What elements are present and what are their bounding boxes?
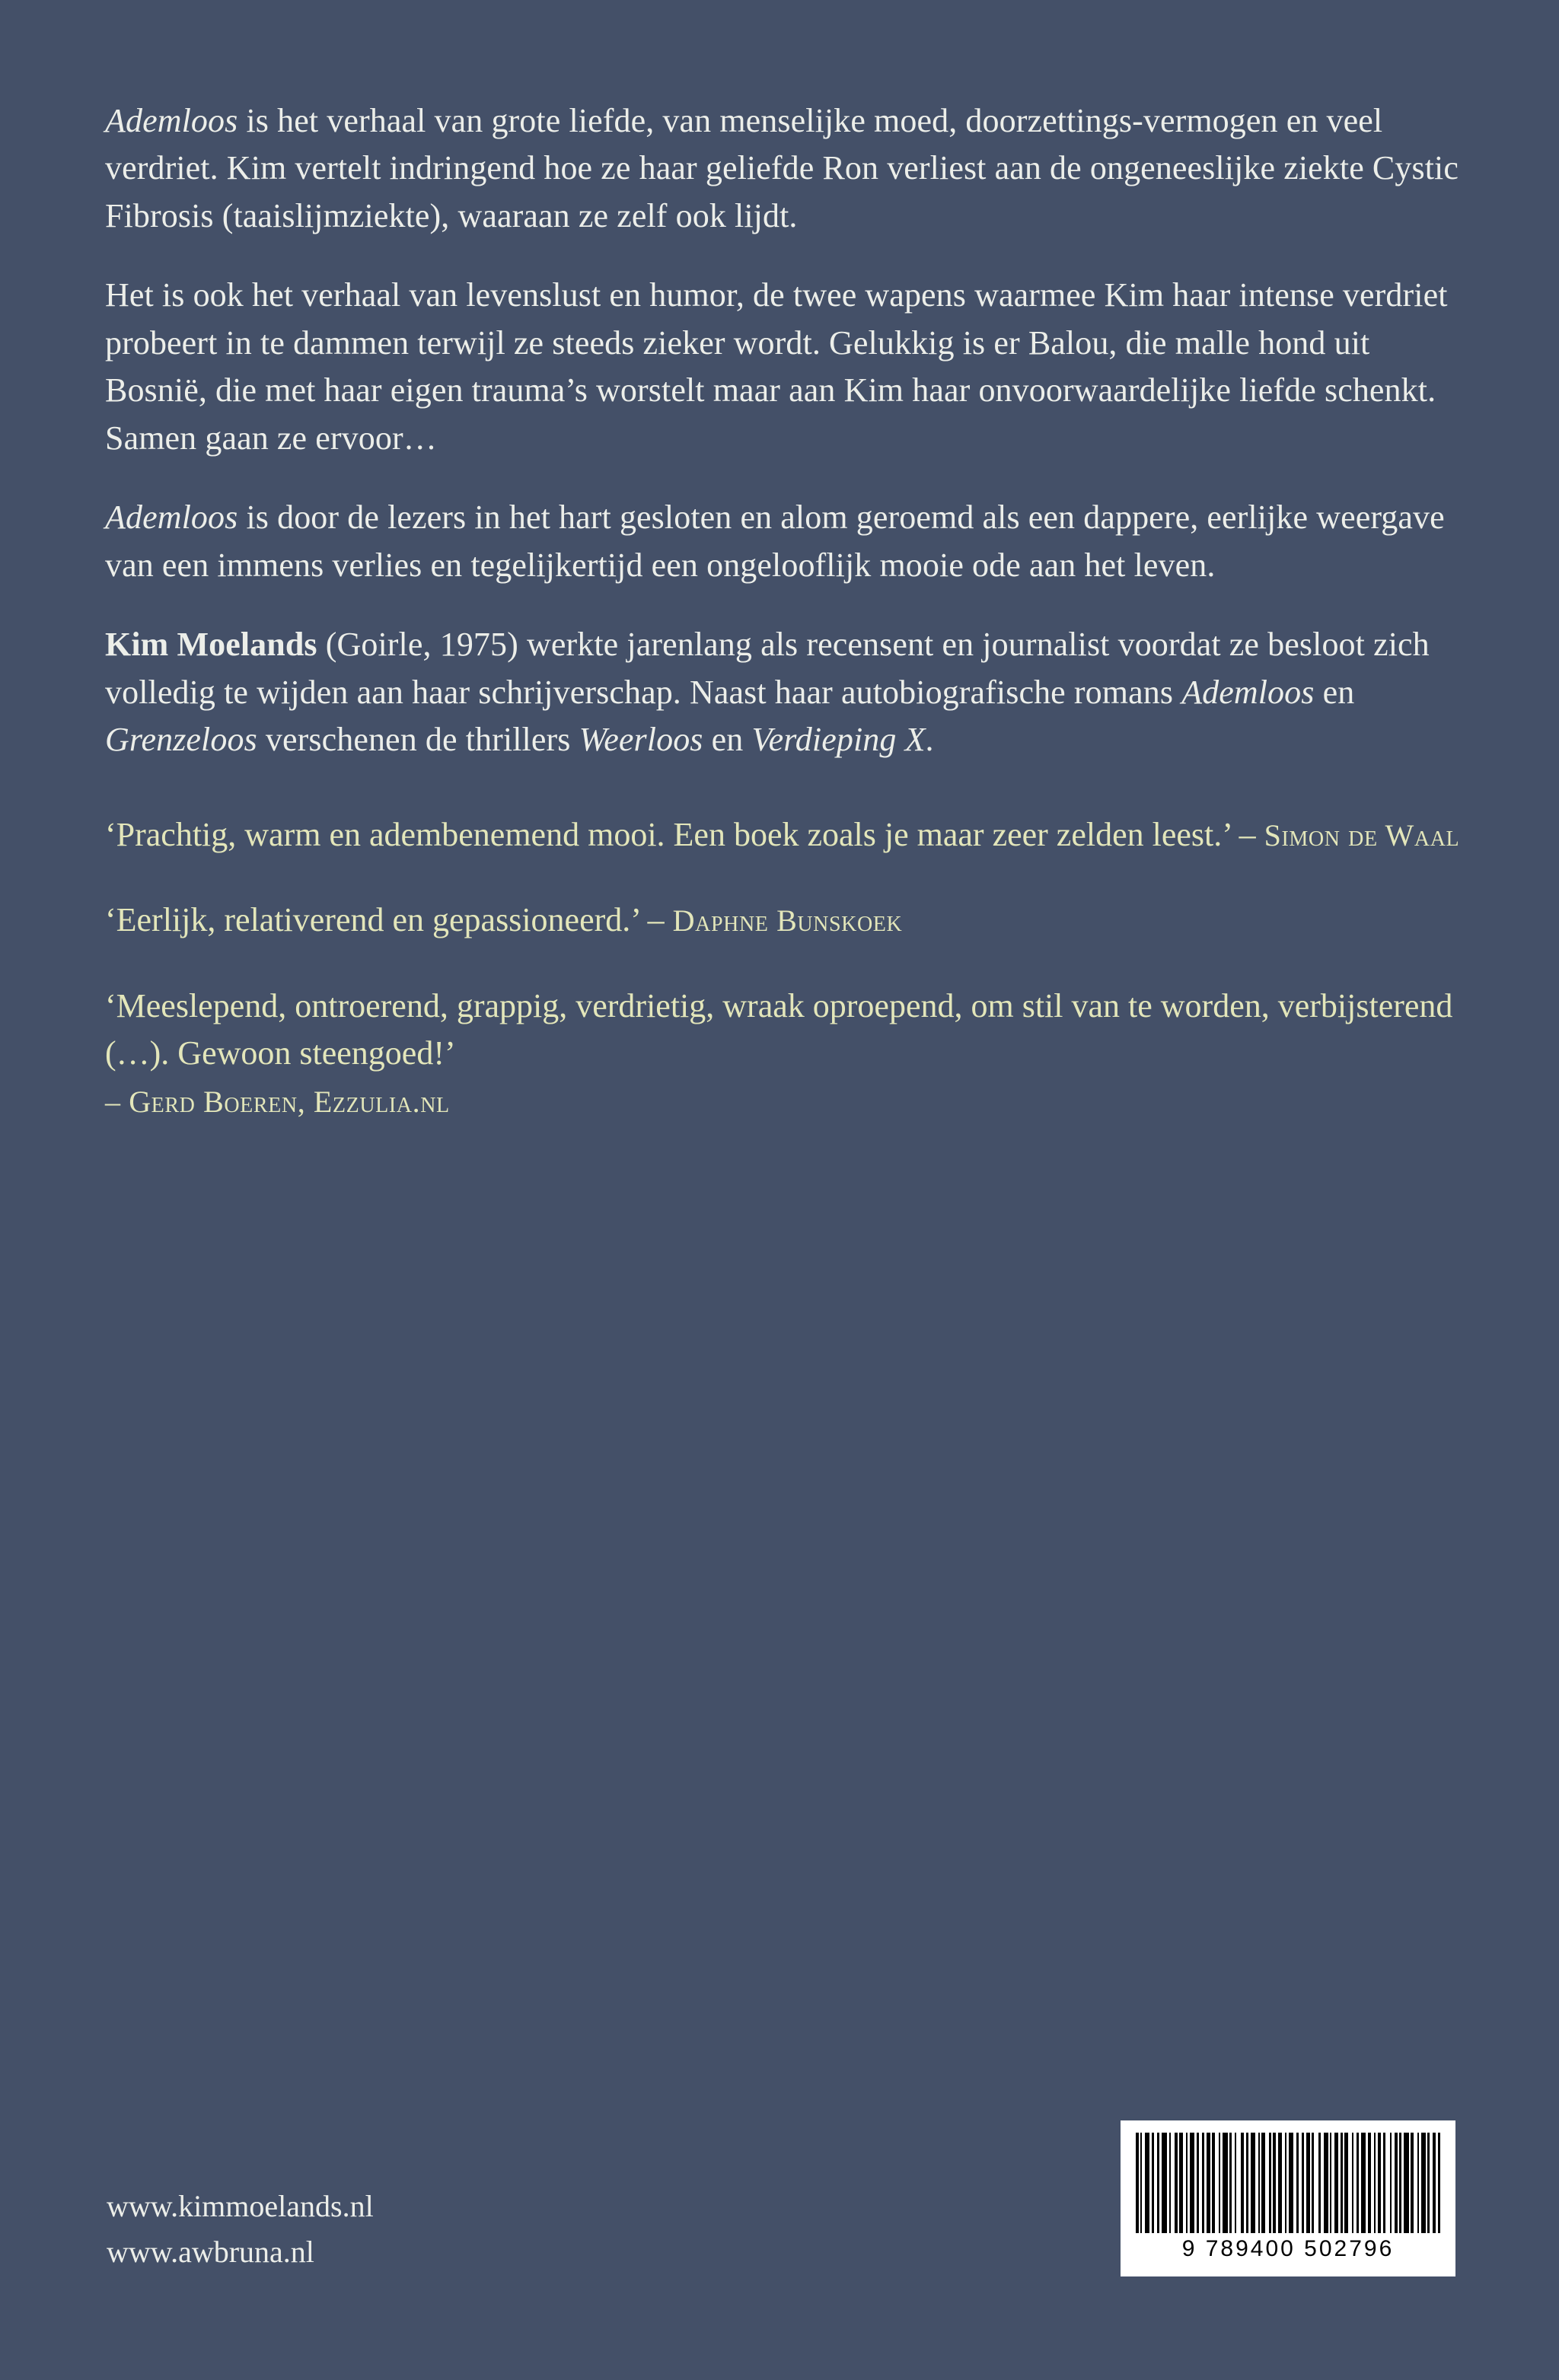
author-bio xyxy=(105,621,1468,763)
author-birth: (Goirle, 1975) xyxy=(317,626,518,664)
related-title-weerloos: Weerloos xyxy=(579,721,703,759)
book-title-mention-2: Ademloos xyxy=(105,499,238,537)
blurb-paragraph-3 xyxy=(105,494,1468,589)
barcode-number: 9 789400 502796 xyxy=(1181,2236,1395,2261)
blurb-paragraph-2: Het is ook het verhaal van levenslust en humor, de twee wapens waarmee Kim haar intense verdriet probeert in te dammen terwijl ze steeds zieker wordt. Gelukkig is er Balou, die malle hond uit Bosnië, die met haar eigen trauma’s worstelt maar aan Kim haar onvoorwaardelijke liefde schenkt. Samen gaan ze ervoor… xyxy=(105,276,1448,457)
related-title-verdieping-x: Verdieping X xyxy=(751,721,926,759)
author-conjunction-2: en xyxy=(703,721,752,759)
author-name: Kim Moelands xyxy=(105,626,317,664)
related-title-grenzeloos: Grenzeloos xyxy=(105,721,257,759)
blurb-paragraph-1 xyxy=(105,97,1468,240)
review-quotes xyxy=(105,811,1468,1125)
review-quote-2-text: ‘Eerlijk, relativerend en gepassioneerd.’ – xyxy=(105,901,673,939)
barcode-bars xyxy=(1136,2133,1440,2233)
barcode xyxy=(1121,2120,1455,2276)
review-quote-2-source: Daphne Bunskoek xyxy=(672,903,903,938)
author-website-url[interactable]: www.kimmoelands.nl xyxy=(107,2189,374,2223)
book-title-mention: Ademloos xyxy=(105,102,238,139)
author-bio-text-b: verschenen de thrillers xyxy=(257,721,579,759)
review-quote-1 xyxy=(105,811,1468,859)
author-bio-end: . xyxy=(925,721,934,759)
review-quote-2 xyxy=(105,897,1468,944)
review-quote-1-source: Simon de Waal xyxy=(1264,817,1460,852)
blurb-paragraph-1-text: is het verhaal van grote liefde, van menselijke moed, doorzettings-vermogen en veel verdriet. Kim vertelt indringend hoe ze haar geliefde Ron verliest aan de ongeneeslijke ziekte Cystic Fibrosis (taaislijmziekte), waaraan ze zelf ook lijdt. xyxy=(105,102,1459,234)
cover-text-block xyxy=(105,97,1468,1163)
author-bio-text-a: werkte jarenlang als recensent en journalist voordat ze besloot zich volledig te wijden aan haar schrijverschap. Naast haar autobiografische romans xyxy=(105,626,1430,711)
review-quote-1-text: ‘Prachtig, warm en adembenemend mooi. Een boek zoals je maar zeer zelden leest.’ – xyxy=(105,815,1264,853)
blurb-paragraph-3-text: is door de lezers in het hart gesloten en alom geroemd als een dappere, eerlijke weergave van een immens verlies en tegelijkertijd een ongelooflijk mooie ode aan het leven. xyxy=(105,499,1445,584)
review-quote-3-text: ‘Meeslepend, ontroerend, grappig, verdrietig, wraak oproepend, om stil van te worden, verbijsterend (…). Gewoon steengoed!’ xyxy=(105,986,1453,1072)
review-quote-3 xyxy=(105,983,1468,1125)
review-quote-3-source: – Gerd Boeren, Ezzulia.nl xyxy=(105,1084,450,1119)
author-conjunction-1: en xyxy=(1314,673,1355,711)
publisher-website-url[interactable]: www.awbruna.nl xyxy=(107,2235,314,2269)
related-title-ademloos: Ademloos xyxy=(1181,673,1315,711)
publisher-urls xyxy=(107,2184,374,2275)
